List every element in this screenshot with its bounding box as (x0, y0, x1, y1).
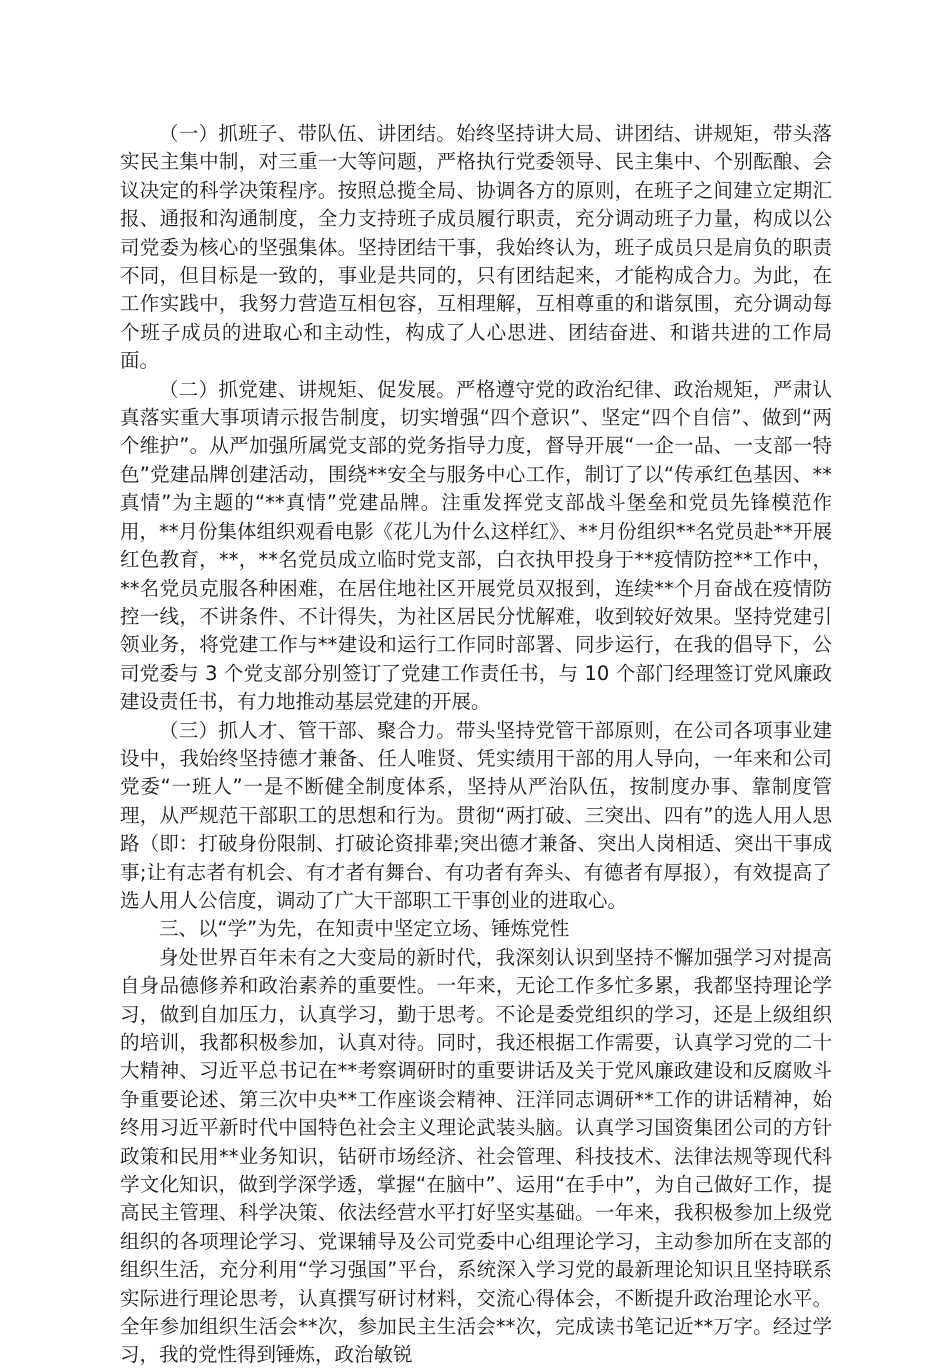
paragraph-team-building: （一）抓班子、带队伍、讲团结。始终坚持讲大局、讲团结、讲规矩，带头落实民主集中制，对三重一大等问题，严格执行党委领导、民主集中、个别酝酿、会议决定的科学决策程序。按照总揽全局、协调各方的原则，在班子之间建立定期汇报、通报和沟通制度，全力支持班子成员履行职责，充分调动班子力量，构成以公司党委为核心的坚强集体。坚持团结干事，我始终认为，班子成员只是肩负的职责不同，但目标是一致的，事业是共同的，只有团结起来，才能构成合力。为此，在工作实践中，我努力营造互相包容，互相理解，互相尊重的和谐氛围，充分调动每个班子成员的进取心和主动性，构成了人心思进、团结奋进、和谐共进的工作局面。 (120, 122, 832, 373)
paragraph-talent-cadres: （三）抓人才、管干部、聚合力。带头坚持党管干部原则，在公司各项事业建设中，我始终坚持德才兼备、任人唯贤、凭实绩用干部的用人导向，一年来和公司党委“一班人”一是不断健全制度体系，坚持从严治队伍，按制度办事、靠制度管理，从严规范干部职工的思想和行为。贯彻“两打破、三突出、四有”的选人用人思路（即：打破身份限制、打破论资排辈;突出德才兼备、突出人岗相适、突出干事成事;让有志者有机会、有才者有舞台、有功者有奔头、有德者有厚报），有效提高了选人用人公信度，调动了广大干部职工干事创业的进取心。 (120, 718, 832, 912)
paragraph-party-building: （二）抓党建、讲规矩、促发展。严格遵守党的政治纪律、政治规矩，严肃认真落实重大事项请示报告制度，切实增强“四个意识”、坚定“四个自信”、做到“两个维护”。从严加强所属党支部的党务指导力度，督导开展“一企一品、一支部一特色”党建品牌创建活动，围绕**安全与服务中心工作，制订了以“传承红色基因、**真情”为主题的“**真情”党建品牌。注重发挥党支部战斗堡垒和党员先锋模范作用，**月份集体组织观看电影《花儿为什么这样红》、**月份组织**名党员赴**开展红色教育，**，**名党员成立临时党支部，白衣执甲投身于**疫情防控**工作中，**名党员克服各种困难，在居住地社区开展党员双报到，连续**个月奋战在疫情防控一线，不讲条件、不计得失，为社区居民分忧解难，收到较好效果。坚持党建引领业务，将党建工作与**建设和运行工作同时部署、同步运行，在我的倡导下，公司党委与 3 个党支部分别签订了党建工作责任书，与 10 个部门经理签订党风廉政建设责任书，有力地推动基层党建的开展。 (120, 377, 832, 714)
paragraph-learning: 身处世界百年未有之大变局的新时代，我深刻认识到坚持不懈加强学习对提高自身品德修养和政治素养的重要性。一年来，无论工作多忙多累，我都坚持理论学习，做到自加压力，认真学习，勤于思考。不论是委党组织的学习，还是上级组织的培训，我都积极参加，认真对待。同时，我还根据工作需要，认真学习党的二十大精神、习近平总书记在**考察调研时的重要讲话及关于党风廉政建设和反腐败斗争重要论述、第三次中央**工作座谈会精神、汪洋同志调研**工作的讲话精神，始终用习近平新时代中国特色社会主义理论武装头脑。认真学习国资集团公司的方针政策和民用**业务知识，钻研市场经济、社会管理、科技技术、法律法规等现代科学文化知识，做到学深学透，掌握“在脑中”、运用“在手中”，为自己做好工作，提高民主管理、科学决策、依法经营水平打好坚实基础。一年来，我积极参加上级党组织的各项理论学习、党课辅导及公司党委中心组理论学习，主动参加所在支部的组织生活，充分利用“学习强国”平台，系统深入学习党的最新理论知识且坚持联系实际进行理论思考，认真撰写研讨材料，交流心得体会，不断提升政治理论水平。全年参加组织生活会**次，参加民主生活会**次，完成读书笔记近**万字。经过学习，我的党性得到锤炼，政治敏锐 (120, 945, 832, 1367)
document-page (120, 120, 832, 1370)
section-heading-learning: 三、以“学”为先，在知责中坚定立场、锤炼党性 (159, 917, 570, 941)
